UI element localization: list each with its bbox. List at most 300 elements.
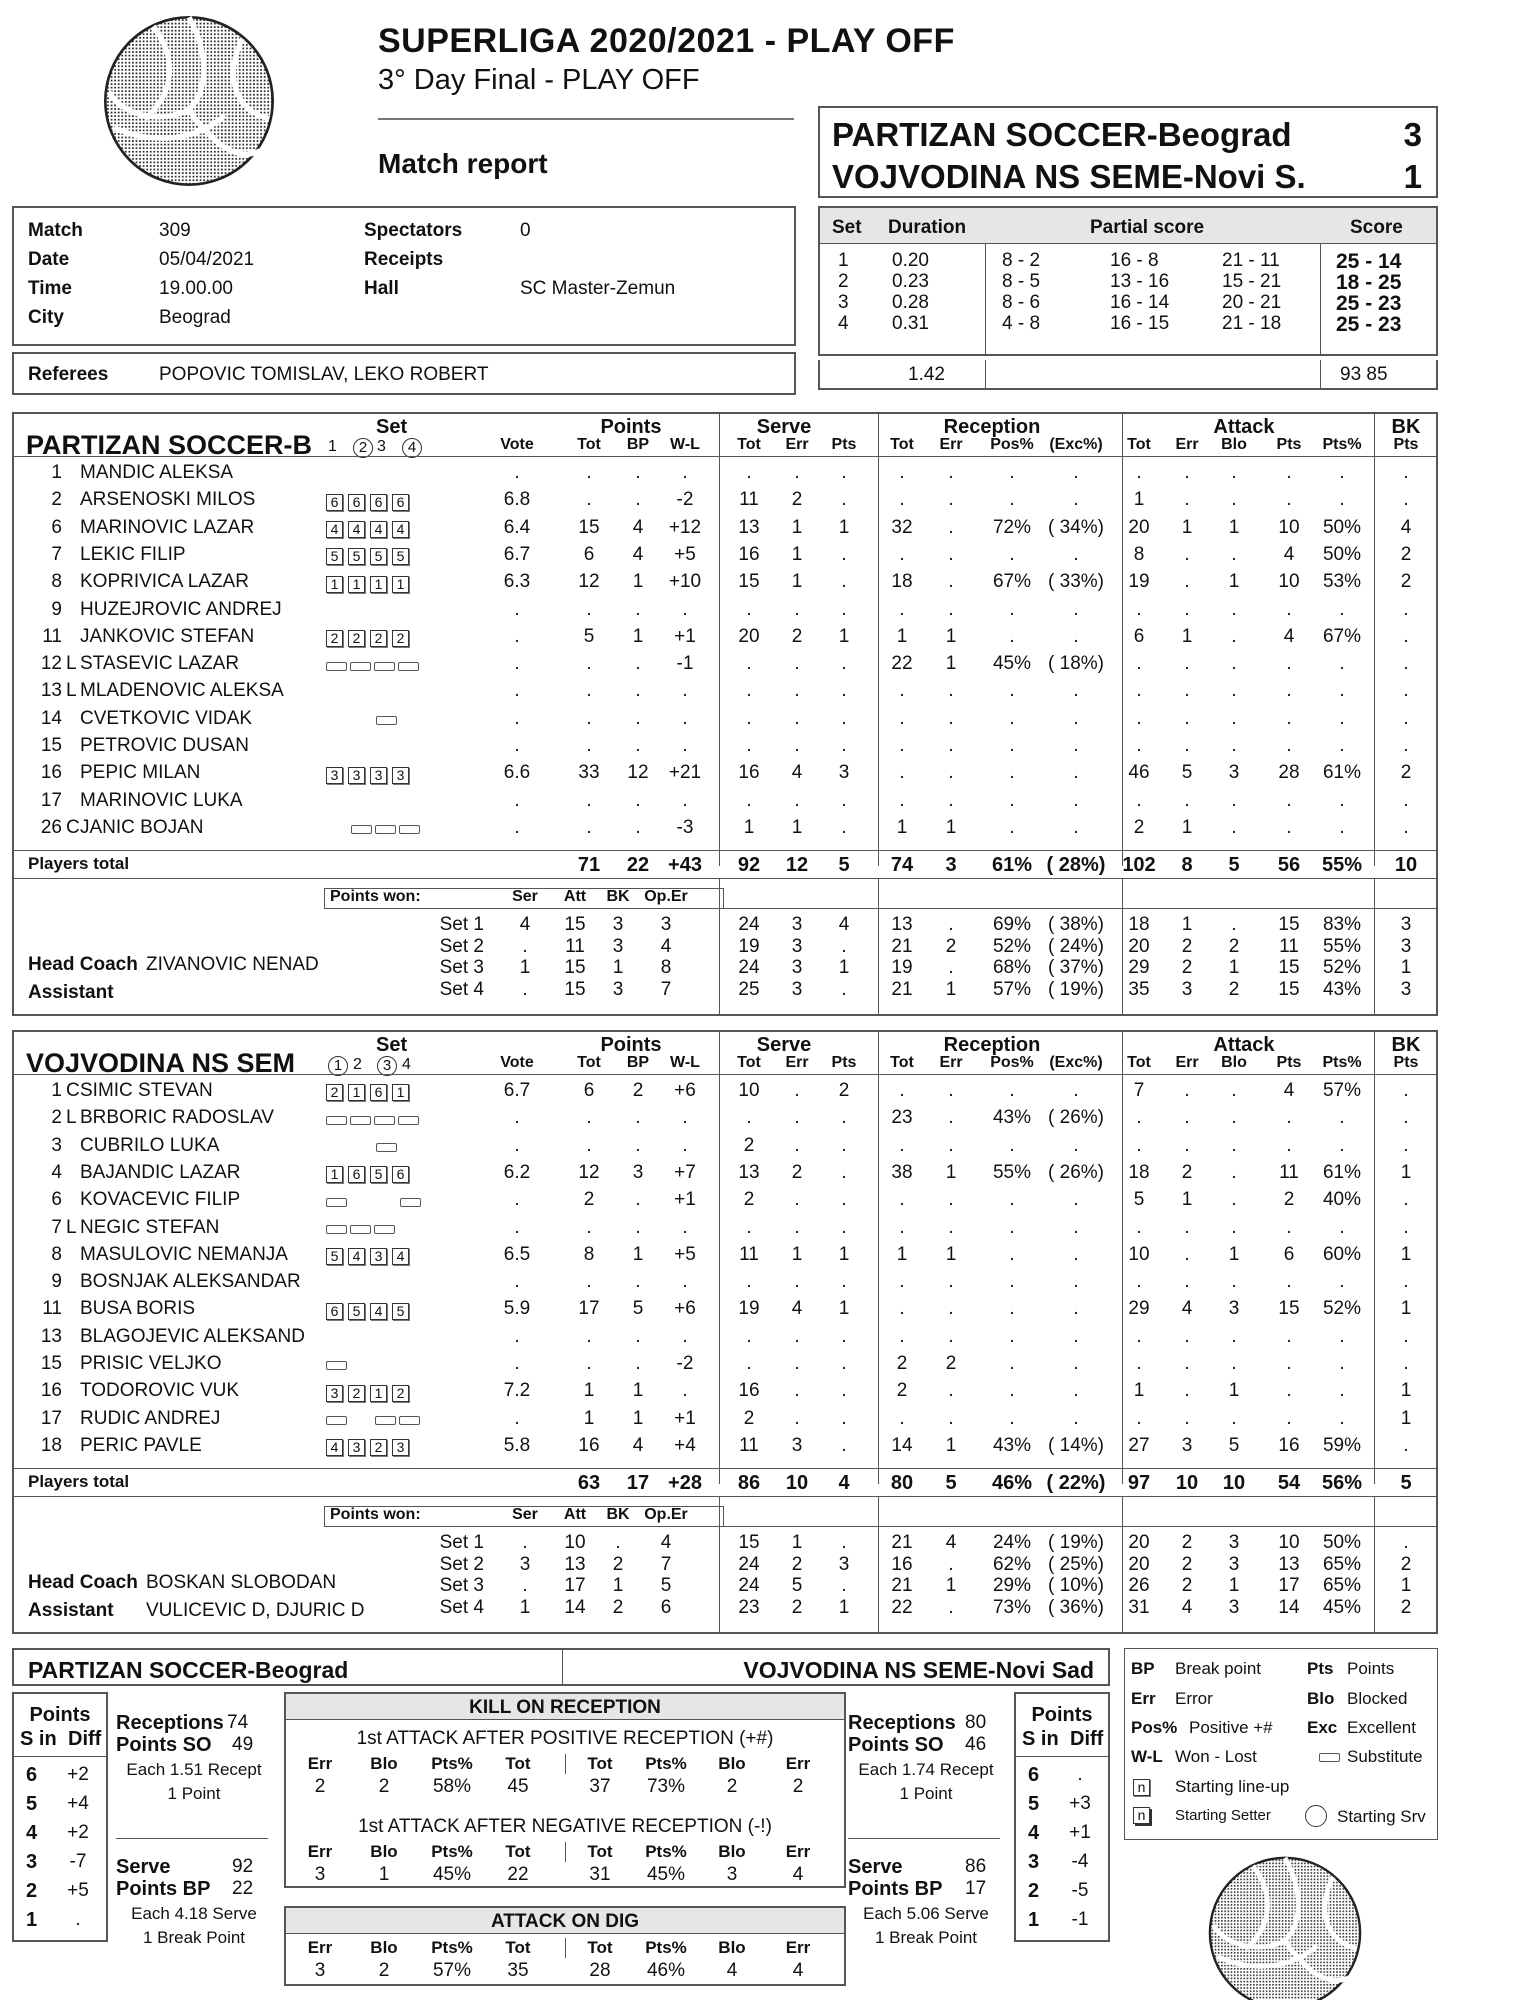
set-header: Set <box>376 1034 408 1056</box>
stat-cell: . <box>635 1189 641 1211</box>
set-breakdown-cell: 4 <box>660 935 672 957</box>
stat-cell: 6.6 <box>503 762 531 784</box>
stat-cell: ( 14%) <box>1048 1434 1104 1456</box>
stat-cell: . <box>899 1325 905 1347</box>
stat-cell: 1 <box>791 516 803 538</box>
stat-cell: 1 <box>1228 1380 1240 1402</box>
stat-cell: 14 <box>891 1434 913 1456</box>
stat-cell: . <box>1136 462 1142 483</box>
stat-cell: . <box>635 789 641 811</box>
set-breakdown-cell: 11 <box>1279 935 1299 957</box>
set-breakdown-cell: 2 <box>1400 1596 1412 1618</box>
stat-cell: . <box>794 1407 800 1429</box>
stat-cell: . <box>746 680 752 702</box>
player-number: 17 <box>40 1407 62 1429</box>
points-won-label: Points won: <box>330 888 421 905</box>
legend-blo-text: Blocked <box>1347 1689 1408 1708</box>
subheader-tot: Tot <box>890 436 914 453</box>
stat-cell: . <box>1286 489 1292 511</box>
stat-cell: 1 <box>632 1407 644 1429</box>
kill-value: 4 <box>792 1864 804 1885</box>
stat-cell: 23 <box>891 1107 913 1129</box>
stat-cell: . <box>1136 789 1142 811</box>
time-label: Time <box>28 278 73 299</box>
stat-cell: 1 <box>791 543 803 565</box>
player-set-positions: 1 1 1 1 <box>326 573 414 595</box>
player-set-positions <box>326 464 426 486</box>
home-each-serve: Each 4.18 Serve <box>131 1904 257 1923</box>
stat-cell: . <box>794 1271 800 1293</box>
set-breakdown-cell: 2 <box>612 1553 624 1575</box>
player-name: MLADENOVIC ALEKSA <box>80 680 284 702</box>
stat-cell: . <box>1286 653 1292 675</box>
stat-cell: 10 <box>1278 516 1300 538</box>
stat-cell: 33 <box>578 762 600 784</box>
set-breakdown-cell: 2 <box>612 1596 624 1618</box>
set-breakdown-cell: . <box>615 1532 621 1553</box>
subheader-vote: Vote <box>500 1054 534 1071</box>
stat-cell: . <box>514 816 520 838</box>
header-attack: Attack <box>1213 416 1275 438</box>
subheader-blo: Blo <box>1221 1054 1247 1071</box>
set-breakdown-cell: 52% <box>1322 957 1362 978</box>
set-breakdown-cell: 14 <box>564 1596 586 1618</box>
set-breakdown-cell: 73% <box>992 1596 1032 1618</box>
set-breakdown-cell: 43% <box>1322 978 1362 1000</box>
set-breakdown-cell: 3 <box>612 978 624 1000</box>
referees-value: POPOVIC TOMISLAV, LEKO ROBERT <box>159 364 489 385</box>
set-breakdown-cell: 13 <box>891 914 913 935</box>
set-cell: 21 - 18 <box>1222 313 1282 334</box>
stat-cell: . <box>899 1134 905 1156</box>
set-breakdown-cell: . <box>1231 914 1237 935</box>
stat-cell: . <box>1339 1134 1345 1156</box>
total-rule-bottom <box>14 878 1436 879</box>
stat-cell: . <box>794 1325 800 1347</box>
stat-cell: . <box>1403 653 1409 675</box>
home-bp-value: 22 <box>232 1878 254 1899</box>
set-breakdown-cell: 4 <box>519 914 531 935</box>
stat-cell: . <box>635 598 641 620</box>
stat-cell: . <box>1286 1216 1292 1238</box>
set-breakdown-cell: 15 <box>564 978 586 1000</box>
stat-cell: . <box>1286 735 1292 756</box>
subheader-exc: (Exc%) <box>1049 1054 1103 1071</box>
player-name: SIMIC STEVAN <box>80 1080 213 1101</box>
legend-setter-text: Starting Setter <box>1175 1807 1271 1824</box>
player-number: 26 <box>40 816 62 838</box>
set-number: 3 <box>377 1056 397 1076</box>
set-cell: 16 - 14 <box>1110 292 1170 313</box>
stat-cell: . <box>948 543 954 565</box>
stat-cell: . <box>899 1298 905 1320</box>
subheader-wl: W-L <box>670 1054 700 1071</box>
kill-head: Err <box>785 1754 811 1773</box>
player-number: 7 <box>51 543 62 565</box>
head-coach-name: ZIVANOVIC NENAD <box>146 954 319 975</box>
stat-cell: . <box>1009 735 1015 756</box>
set-breakdown-cell: 11 <box>565 935 585 957</box>
rotation-number: 5 <box>1028 1793 1040 1815</box>
stat-cell: 59% <box>1322 1434 1362 1456</box>
header-attack: Attack <box>1213 1034 1275 1056</box>
stat-cell: +12 <box>668 516 702 538</box>
stat-cell: . <box>1403 707 1409 729</box>
set-breakdown-cell: 3 <box>1228 1553 1240 1575</box>
set-breakdown-cell: 3 <box>1400 914 1412 935</box>
set-cell: 20 - 21 <box>1222 292 1282 313</box>
player-name: MARINOVIC LAZAR <box>80 516 255 538</box>
stat-cell: . <box>794 1080 800 1101</box>
player-name: HUZEJROVIC ANDREJ <box>80 598 282 620</box>
assistant-label: Assistant <box>28 982 114 1003</box>
kill-head: Blo <box>370 1754 398 1773</box>
kill-value: 45 <box>507 1776 529 1797</box>
legend-wl: W-L <box>1131 1747 1163 1766</box>
kill-head: Tot <box>587 1754 613 1773</box>
points-won-head: Ser <box>512 888 538 905</box>
away-rec-value: 80 <box>965 1712 987 1733</box>
stat-cell: . <box>586 598 592 620</box>
players-total-cell: 5 <box>838 854 850 876</box>
player-name: MARINOVIC LUKA <box>80 789 243 811</box>
stat-cell: . <box>514 653 520 675</box>
stat-cell: . <box>586 789 592 811</box>
player-role: L <box>66 1216 77 1238</box>
stat-cell: . <box>841 1380 847 1402</box>
home-serve-value: 92 <box>232 1856 254 1877</box>
kill-head: Blo <box>370 1842 398 1861</box>
stat-cell: . <box>899 789 905 811</box>
stat-cell: . <box>1339 1407 1345 1429</box>
set-breakdown-cell: 1 <box>838 1596 850 1618</box>
kill-head: Pts% <box>431 1754 473 1773</box>
player-number: 11 <box>42 625 62 647</box>
subheader-tot: Tot <box>577 436 601 453</box>
stat-cell: 8 <box>1133 543 1145 565</box>
stat-cell: 7 <box>1133 1080 1145 1101</box>
stat-cell: . <box>1073 1243 1079 1265</box>
stat-cell: 3 <box>838 762 850 784</box>
stat-cell: . <box>1286 1134 1292 1156</box>
kill-value: 4 <box>792 1960 804 1981</box>
stat-cell: . <box>1286 1325 1292 1347</box>
stat-cell: 6 <box>583 543 595 565</box>
stat-cell: . <box>1403 1325 1409 1347</box>
stat-cell: 2 <box>1400 762 1412 784</box>
kill-value: 2 <box>378 1776 390 1797</box>
stat-cell: 3 <box>1181 1434 1193 1456</box>
set-breakdown-cell: . <box>1403 1532 1409 1553</box>
stat-cell: . <box>841 789 847 811</box>
stat-cell: . <box>746 1271 752 1293</box>
points-won-head: Att <box>563 1506 587 1523</box>
set-cell: 16 - 15 <box>1110 313 1170 334</box>
home-one-break-point: 1 Break Point <box>142 1928 246 1947</box>
kill-head: Blo <box>718 1754 746 1773</box>
stat-cell: . <box>1286 707 1292 729</box>
stat-cell: . <box>841 680 847 702</box>
player-set-positions <box>326 601 426 623</box>
kill-head: Err <box>307 1938 333 1957</box>
away-each-recept: Each 1.74 Recept <box>858 1760 994 1779</box>
stat-cell: . <box>635 462 641 483</box>
stat-cell: . <box>1009 1134 1015 1156</box>
kill-title: KILL ON RECEPTION <box>469 1697 661 1718</box>
players-total-cell: 74 <box>890 854 914 876</box>
away-rot-diff-head: Diff <box>1070 1728 1104 1750</box>
stat-cell: . <box>586 1107 592 1129</box>
stat-cell: . <box>1184 1134 1190 1156</box>
stat-cell: 6.3 <box>503 571 531 593</box>
set-breakdown-cell: 13 <box>1278 1553 1300 1575</box>
stat-cell: . <box>586 1216 592 1238</box>
kill-value: 73% <box>646 1776 686 1797</box>
subheader-tot: Tot <box>577 1054 601 1071</box>
stat-cell: . <box>1136 1216 1142 1238</box>
stat-cell: 1 <box>945 653 957 675</box>
stat-cell: . <box>746 789 752 811</box>
stat-cell: . <box>1231 1271 1237 1293</box>
stat-cell: 15 <box>1278 1298 1300 1320</box>
player-set-positions <box>326 737 426 759</box>
stat-cell: 6.7 <box>503 1080 531 1101</box>
stat-cell: 61% <box>1322 762 1362 784</box>
stat-cell: . <box>1339 1325 1345 1347</box>
stat-cell: 6.4 <box>503 516 531 538</box>
stat-cell: . <box>1073 462 1079 483</box>
stat-cell: ( 26%) <box>1048 1107 1104 1129</box>
stat-cell: 1 <box>1400 1380 1412 1402</box>
stat-cell: 1 <box>1400 1407 1412 1429</box>
stat-cell: 2 <box>1400 543 1412 565</box>
stat-cell: . <box>1339 816 1345 838</box>
stat-cell: . <box>514 707 520 729</box>
stat-cell: 1 <box>791 571 803 593</box>
stat-cell: . <box>1073 1216 1079 1238</box>
player-set-positions: 1 6 5 6 <box>326 1164 414 1186</box>
kill-value: 58% <box>432 1776 472 1797</box>
stat-cell: 10 <box>738 1080 760 1101</box>
stat-cell: 2 <box>743 1407 755 1429</box>
stat-cell: . <box>635 1107 641 1129</box>
subheader-err: Err <box>785 436 809 453</box>
set-cell: 0.28 <box>892 292 929 313</box>
bottom-home-name: PARTIZAN SOCCER-Beograd <box>28 1657 349 1683</box>
stat-cell: . <box>1009 1243 1015 1265</box>
player-role: C <box>66 1080 80 1101</box>
stat-cell: . <box>1403 1189 1409 1211</box>
header-points: Points <box>600 1034 662 1056</box>
stat-cell: 1 <box>896 625 908 647</box>
stat-cell: 5 <box>583 625 595 647</box>
stat-cell: . <box>1009 1353 1015 1374</box>
stat-cell: 6 <box>583 1080 595 1101</box>
player-name: PEPIC MILAN <box>80 762 201 784</box>
stat-cell: . <box>1073 1189 1079 1211</box>
stat-cell: . <box>841 707 847 729</box>
stat-cell: . <box>682 1271 688 1293</box>
set-number: 1 <box>328 438 337 455</box>
away-so-value: 46 <box>965 1734 987 1755</box>
total-rule-bottom <box>14 1496 1436 1497</box>
set-number: 4 <box>402 1056 411 1073</box>
set-cell: 16 - 8 <box>1110 250 1159 271</box>
stat-cell: 2 <box>1283 1189 1295 1211</box>
stat-cell: 19 <box>1128 571 1150 593</box>
stat-cell: 1 <box>945 1243 957 1265</box>
head-coach-label: Head Coach <box>28 1572 138 1593</box>
set-breakdown-cell: ( 37%) <box>1048 957 1104 978</box>
stat-cell: . <box>899 1271 905 1293</box>
player-name: KOVACEVIC FILIP <box>80 1189 241 1211</box>
stat-cell: 8 <box>583 1243 595 1265</box>
points-won-rule <box>324 1526 1436 1527</box>
stat-cell: 67% <box>1322 625 1362 647</box>
players-total-cell: 5 <box>945 1472 957 1494</box>
player-number: 13 <box>40 680 62 702</box>
subheader-tot: Tot <box>737 1054 761 1071</box>
stat-cell: . <box>948 1216 954 1238</box>
set-cell: 0.31 <box>892 313 929 334</box>
stat-cell: . <box>514 1134 520 1156</box>
player-name: JANIC BOJAN <box>80 816 204 838</box>
pos-reception-title: 1st ATTACK AFTER POSITIVE RECEPTION (+#) <box>356 1728 774 1749</box>
players-total-cell: +28 <box>668 1472 702 1494</box>
set-breakdown-cell: 1 <box>1228 1575 1240 1596</box>
set-breakdown-cell: 17 <box>1278 1575 1300 1596</box>
player-set-positions <box>326 819 423 841</box>
set-breakdown-cell: 3 <box>1181 978 1193 1000</box>
stat-cell: . <box>948 1134 954 1156</box>
set-breakdown-cell: 14 <box>1278 1596 1300 1618</box>
set-breakdown-cell: . <box>522 935 528 957</box>
stat-cell: . <box>1231 543 1237 565</box>
city-label: City <box>28 307 64 328</box>
away-so-panel <box>848 1706 1008 1946</box>
stat-cell: . <box>948 1080 954 1101</box>
stat-cell: . <box>514 1407 520 1429</box>
set-breakdown-cell: 3 <box>791 914 803 935</box>
stat-cell: . <box>1136 680 1142 702</box>
stat-cell: 20 <box>1128 516 1150 538</box>
player-set-positions: 4 3 2 3 <box>326 1437 414 1459</box>
stat-cell: . <box>1339 789 1345 811</box>
stat-cell: 1 <box>583 1380 595 1402</box>
set-breakdown-cell: 8 <box>660 957 672 978</box>
players-total-cell: 97 <box>1127 1472 1151 1494</box>
stat-cell: . <box>1231 789 1237 811</box>
stat-cell: 1 <box>1181 625 1193 647</box>
stat-cell: . <box>841 1434 847 1456</box>
set-breakdown-cell: . <box>948 1596 954 1618</box>
set-breakdown-cell: 18 <box>1128 914 1150 935</box>
stat-cell: . <box>1231 1134 1237 1156</box>
set-cell: 8 - 6 <box>1002 292 1041 313</box>
players-total-label: Players total <box>28 1472 130 1491</box>
set-breakdown-cell: 24 <box>738 914 760 935</box>
kill-head: Blo <box>718 1938 746 1957</box>
stat-cell: ( 18%) <box>1048 653 1104 675</box>
legend-srv-text: Starting Srv <box>1337 1807 1426 1826</box>
away-rotation-box <box>1014 1692 1110 1942</box>
set-breakdown-cell: 3 <box>1228 1532 1240 1553</box>
legend-server-icon <box>1305 1805 1327 1833</box>
players-total-cell: 4 <box>838 1472 850 1494</box>
stat-cell: . <box>1184 1080 1190 1101</box>
stat-cell: . <box>1009 1080 1015 1101</box>
stat-cell: . <box>1403 625 1409 647</box>
away-rot-sin-head: S in <box>1022 1728 1059 1750</box>
stat-cell: 28 <box>1278 762 1300 784</box>
set-breakdown-cell: 3 <box>791 978 803 1000</box>
player-name: BOSNJAK ALEKSANDAR <box>80 1271 301 1293</box>
rotation-number: 6 <box>1028 1764 1040 1786</box>
legend-pts: Pts <box>1307 1659 1334 1678</box>
set-breakdown-cell: . <box>948 957 954 978</box>
match-city: Beograd <box>159 307 231 328</box>
stat-cell: . <box>586 462 592 483</box>
stat-cell: 1 <box>1228 1243 1240 1265</box>
stat-cell: . <box>1136 1134 1142 1156</box>
stat-cell: . <box>899 680 905 702</box>
total-duration: 1.42 <box>908 364 945 385</box>
player-set-positions <box>326 655 422 677</box>
stat-cell: . <box>794 598 800 620</box>
set-breakdown-cell: 65% <box>1322 1575 1362 1596</box>
stat-cell: . <box>682 462 688 483</box>
home-each-recept: Each 1.51 Recept <box>126 1760 262 1779</box>
rotation-diff: . <box>1077 1764 1083 1785</box>
stat-cell: . <box>794 735 800 756</box>
stat-cell: . <box>1184 735 1190 756</box>
stat-cell: . <box>1073 1271 1079 1293</box>
set-breakdown-cell: 3 <box>612 935 624 957</box>
player-set-positions <box>326 682 426 704</box>
stat-cell: . <box>1403 598 1409 620</box>
points-won-head: Att <box>563 888 587 905</box>
stat-cell: . <box>1231 1080 1237 1101</box>
bottom-away-name: VOJVODINA NS SEME-Novi Sad <box>743 1657 1094 1683</box>
kill-value: 45% <box>646 1864 686 1885</box>
stat-cell: . <box>746 1216 752 1238</box>
stat-cell: . <box>948 1107 954 1129</box>
stat-cell: . <box>1009 1380 1015 1402</box>
stat-cell: 43% <box>992 1107 1032 1129</box>
player-set-positions <box>326 1137 425 1159</box>
stat-cell: 5 <box>632 1298 644 1320</box>
stat-cell: . <box>841 1271 847 1293</box>
stat-cell: 5 <box>1228 1434 1240 1456</box>
set-breakdown-cell: 1 <box>1228 957 1240 978</box>
set-breakdown-cell: . <box>841 935 847 957</box>
subheader-err: Err <box>939 1054 963 1071</box>
stat-cell: . <box>1073 762 1079 784</box>
kill-head: Blo <box>718 1842 746 1861</box>
stat-cell: . <box>1073 1353 1079 1374</box>
player-number: 6 <box>51 1189 62 1211</box>
subheader-pts: Pts <box>1393 436 1419 453</box>
player-number: 3 <box>51 1134 62 1156</box>
stat-cell: 46 <box>1128 762 1150 784</box>
set-breakdown-cell: 10 <box>564 1532 586 1553</box>
kill-head: Pts% <box>645 1938 687 1957</box>
stat-cell: 7.2 <box>503 1380 531 1402</box>
stat-cell: 1 <box>1133 1380 1145 1402</box>
stat-cell: . <box>1073 789 1079 811</box>
stat-cell: . <box>1184 543 1190 565</box>
set-breakdown-cell: 2 <box>1400 1553 1412 1575</box>
